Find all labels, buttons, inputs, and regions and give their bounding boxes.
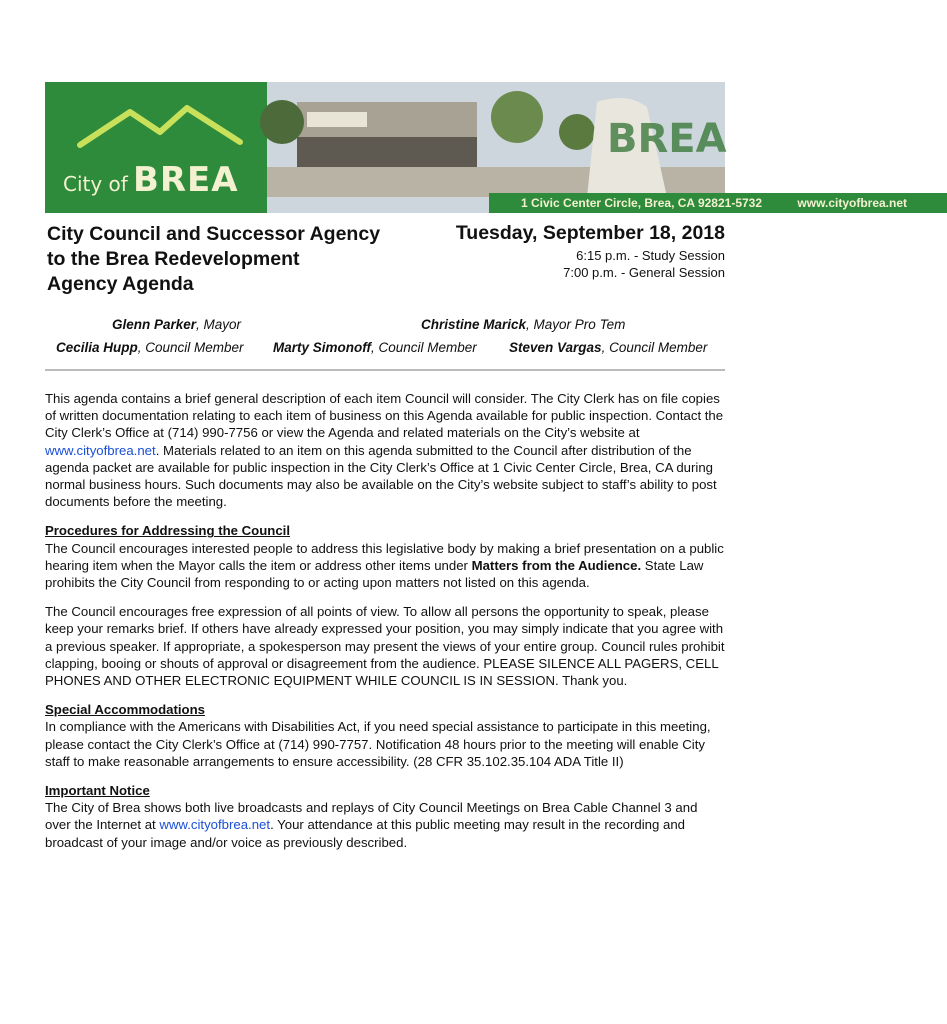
procedures-text: The Council encourages interested people to address this legislative body by making a brief presentation on a public hearing item when the Mayor calls the item or address other items under <box>45 540 724 573</box>
intro-paragraph <box>45 390 725 510</box>
matters-from-audience: Matters from the Audience. <box>471 557 642 573</box>
header-banner <box>45 82 907 213</box>
logo-city-of: City of <box>63 172 128 196</box>
banner-url[interactable]: www.cityofbrea.net <box>797 196 907 210</box>
agenda-title <box>47 222 417 297</box>
title-line: Agency Agenda <box>47 273 194 295</box>
official-role: , Council Member <box>371 340 477 355</box>
accommodations-heading: Special Accommodations <box>45 702 206 718</box>
official-role: , Council Member <box>137 340 244 355</box>
intro-text: This agenda contains a brief general description of each item Council will consider. The City Clerk has on file copies of written documentation relating to each item of business on this Agenda available for public inspection. Contact the City Clerk’s Office at (714) 990-7756 or view the Agenda and related materials on the City’s website at <box>45 391 724 441</box>
divider <box>45 369 725 371</box>
website-link[interactable]: www.cityofbrea.net <box>159 817 271 833</box>
notice-text: . Your attendance at this public meeting may result in the recording and broadcast of your image and/or voice as previously described. <box>45 817 685 850</box>
title-line: City Council and Successor Agency <box>47 223 381 245</box>
official-role: , Council Member <box>601 340 708 355</box>
official-council-member <box>273 340 477 355</box>
procedures-paragraph <box>45 540 725 592</box>
official-role: , Mayor <box>196 317 242 332</box>
accommodations-paragraph: In compliance with the Americans with Disabilities Act, if you need special assistance to participate in this meeting, please contact the City Clerk’s Office at (714) 990-7757. Notification 48 hours prior to the meeting will enable City staff to make reasonable arrangements to ensure accessibility. (28 CFR 35.102.35.104 ADA Title II) <box>45 719 711 769</box>
mountains-icon <box>75 100 245 160</box>
official-name: Christine Marick <box>421 317 527 332</box>
logo-wordmark <box>63 160 239 200</box>
title-line: to the Brea Redevelopment <box>47 248 300 270</box>
website-link[interactable]: www.cityofbrea.net <box>45 442 156 458</box>
official-name: Glenn Parker <box>112 317 197 332</box>
agenda-body <box>45 390 725 863</box>
civic-center-photo <box>267 82 907 213</box>
notice-paragraph <box>45 799 725 851</box>
study-session-time: 6:15 p.m. - Study Session <box>576 248 725 263</box>
official-mayor-pro-tem <box>421 317 625 332</box>
notice-text: The City of Brea shows both live broadcasts and replays of City Council Meetings on Brea Cable Channel 3 and over the Internet at <box>45 800 698 833</box>
official-mayor <box>112 317 241 332</box>
address-strip <box>489 193 947 213</box>
intro-text: . Materials related to an item on this agenda submitted to the Council after distribution of the agenda packet are available for public inspection in the City Clerk’s Office at 1 Civic Center Circle, Brea, CA during normal business hours. Such documents may also be available on the City’s website subject to staff’s ability to post documents before the meeting. <box>45 442 717 510</box>
session-times <box>563 247 725 281</box>
procedures-text: State Law prohibits the City Council from responding to or acting upon matters not listed on this agenda. <box>45 557 704 591</box>
official-role: , Mayor Pro Tem <box>526 317 626 332</box>
banner-address: 1 Civic Center Circle, Brea, CA 92821-5732 <box>521 196 763 210</box>
official-council-member <box>509 340 707 355</box>
official-name: Cecilia Hupp <box>56 340 138 355</box>
expression-paragraph: The Council encourages free expression of all points of view. To allow all persons the opportunity to speak, please keep your remarks brief. If others have already expressed your position, you may simply indicate that you agree with a previous speaker. If appropriate, a spokesperson may present the views of your entire group. Council rules prohibit clapping, booing or shouts of approval or disagreement from the audience. PLEASE SILENCE ALL PAGERS, CELL PHONES AND OTHER ELECTRONIC EQUIPMENT WHILE COUNCIL IS IN SESSION. Thank you. <box>45 604 725 689</box>
svg-text:BREA: BREA <box>607 116 727 162</box>
meeting-date: Tuesday, September 18, 2018 <box>455 222 725 244</box>
logo-brea: BREA <box>132 160 239 200</box>
city-logo <box>45 82 267 213</box>
procedures-heading: Procedures for Addressing the Council <box>45 523 290 539</box>
official-name: Marty Simonoff <box>273 340 372 355</box>
notice-heading: Important Notice <box>45 783 150 799</box>
official-name: Steven Vargas <box>509 340 602 355</box>
general-session-time: 7:00 p.m. - General Session <box>563 265 725 280</box>
official-council-member <box>56 340 244 355</box>
